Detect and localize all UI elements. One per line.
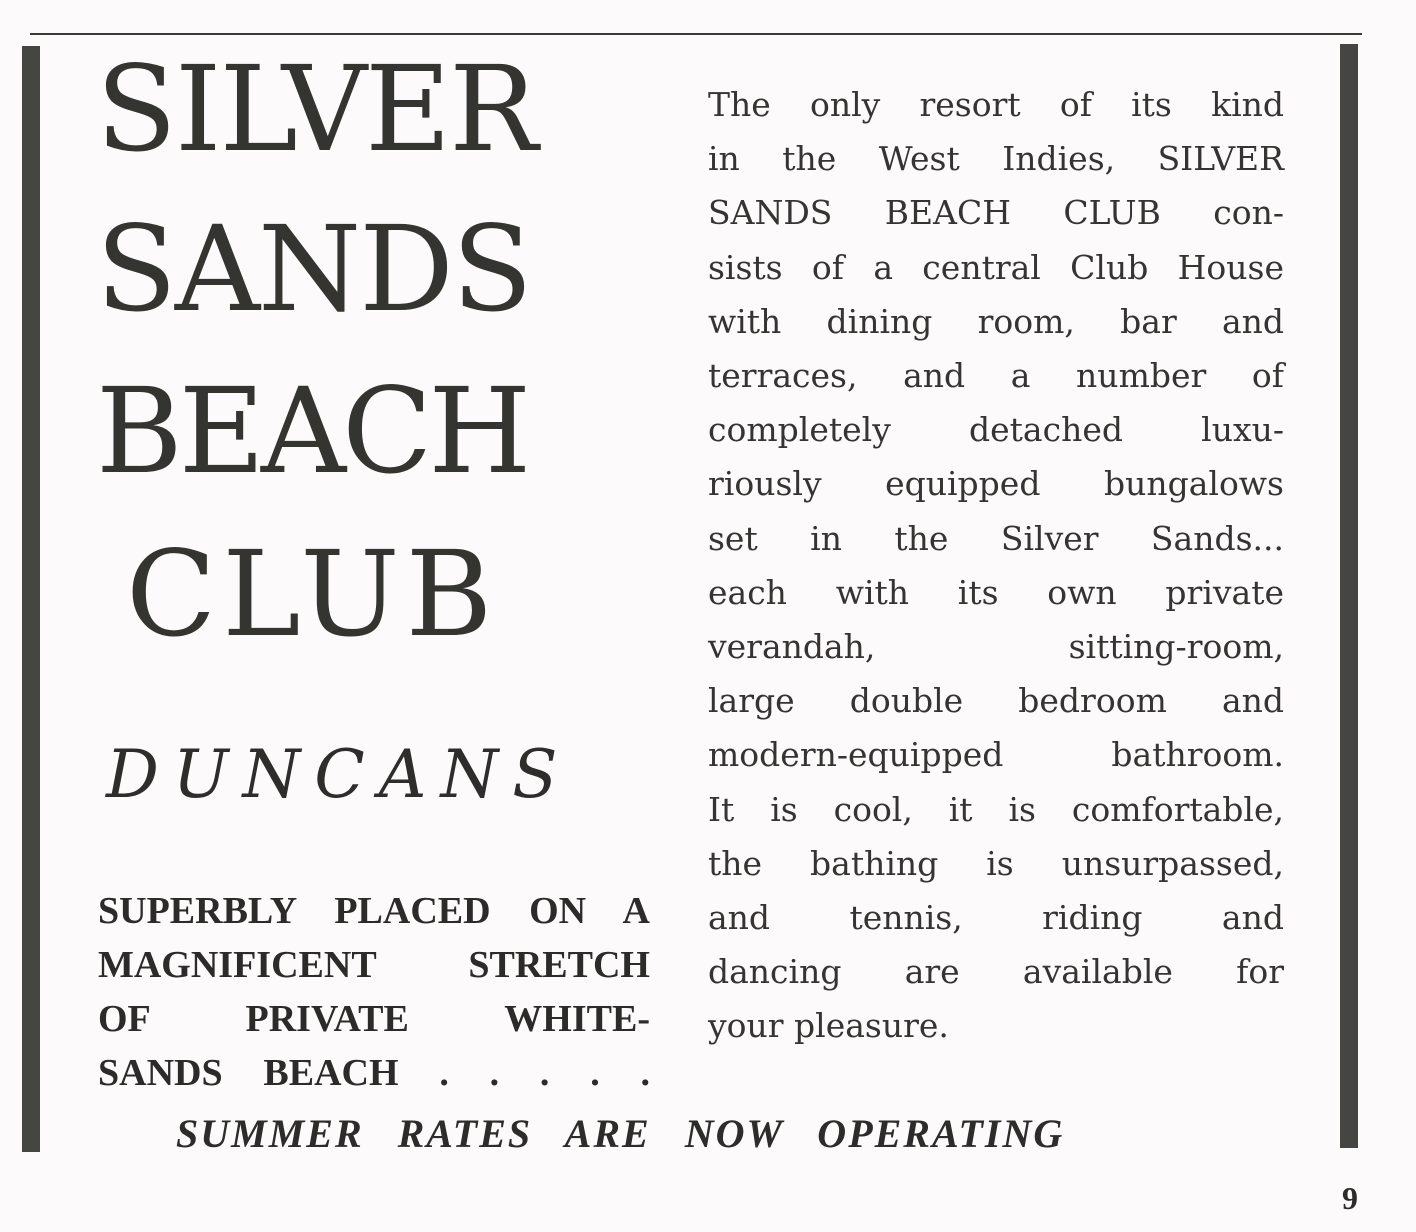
description-line: It is cool, it is comfortable, [708,789,1284,829]
description-line: each with its own private [708,572,1284,612]
description-line: large double bedroom and [708,681,1284,721]
description-line: verandah, sitting-room, [708,627,1284,667]
description-line: completely detached luxu- [708,410,1284,450]
headline-line-4: CLUB [126,525,499,663]
headline-line-3: BEACH [96,362,528,500]
description-line: sists of a central Club House [708,247,1284,287]
description-line: with dining room, bar and [708,301,1284,341]
description-line: the bathing is unsurpassed, [708,843,1284,883]
location-name: DUNCANS [106,736,572,813]
tagline-line: SUPERBLY PLACED ON A [98,890,650,932]
page-number: 9 [1342,1180,1358,1216]
description-line: in the West Indies, SILVER [708,139,1284,179]
description-line: and tennis, riding and [708,898,1284,938]
description-line: modern-equipped bathroom. [708,735,1284,775]
tagline-line: SANDS BEACH . . . . . [98,1052,650,1094]
tagline [98,884,650,1100]
tagline-line: OF PRIVATE WHITE- [98,998,650,1040]
description-line: riously equipped bungalows [708,464,1284,504]
left-border-bar [22,46,40,1152]
description-line: SANDS BEACH CLUB con- [708,193,1284,233]
description-line: your pleasure. [708,1006,949,1046]
headline-line-1: SILVER [96,40,537,178]
summer-rates-banner: SUMMER RATES ARE NOW OPERATING [176,1111,1065,1156]
description-line: terraces, and a number of [708,356,1284,396]
description-paragraph [708,78,1284,1054]
top-rule [30,33,1362,35]
tagline-line: MAGNIFICENT STRETCH [98,944,650,986]
description-line: set in the Silver Sands... [708,518,1284,558]
description-line: dancing are available for [708,952,1284,992]
right-border-bar [1340,44,1358,1148]
description-line: The only resort of its kind [708,85,1284,124]
headline-line-2: SANDS [96,200,531,338]
